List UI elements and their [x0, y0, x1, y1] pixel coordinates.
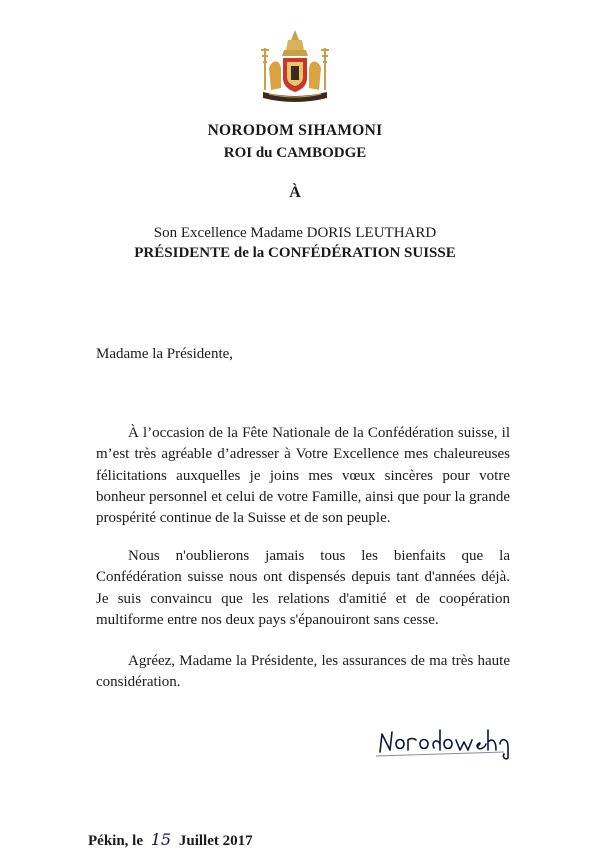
signature-icon: [374, 722, 514, 762]
paragraph: [96, 423, 510, 529]
recipient-line-2: PRÉSIDENTE de la CONFÉDÉRATION SUISSE: [134, 245, 456, 261]
salutation: Madame la Présidente,: [96, 346, 234, 362]
sender-title: ROI du CAMBODGE: [223, 145, 367, 161]
royal-emblem-icon: [255, 28, 335, 110]
date-month-year: Juillet 2017: [178, 833, 253, 849]
sender-name: NORODOM SIHAMONI: [207, 122, 383, 139]
recipient-line-1: Son Excellence Madame DORIS LEUTHARD: [153, 225, 437, 241]
paragraph-text: Nous n'oublierons jamais tous les bienfaits que la Confédération suisse nous ont dispensés depuis tant d'années déjà. Je suis convaincu que les relations d'amitié et de coopération multiforme entre nos deux pays s'épanouiront sans cesse.: [96, 548, 510, 628]
paragraph: [96, 651, 510, 694]
date-place: Pékin, le: [88, 833, 143, 849]
date-line: [88, 830, 253, 850]
date-day-handwritten: 15: [150, 830, 172, 849]
to-marker: À: [289, 184, 301, 201]
paragraph-text: Agréez, Madame la Présidente, les assurances de ma très haute considération.: [96, 653, 510, 691]
paragraph: [96, 546, 510, 631]
paragraph-text: À l’occasion de la Fête Nationale de la Confédération suisse, il m’est très agréable d’adresser à Votre Excellence mes chaleureuses félicitations auxquelles je joins mes vœux sincères pour votre bonheur personnel et celui de votre Famille, ainsi que pour la grande prospérité continue de la Suisse et de son peuple.: [96, 425, 510, 527]
